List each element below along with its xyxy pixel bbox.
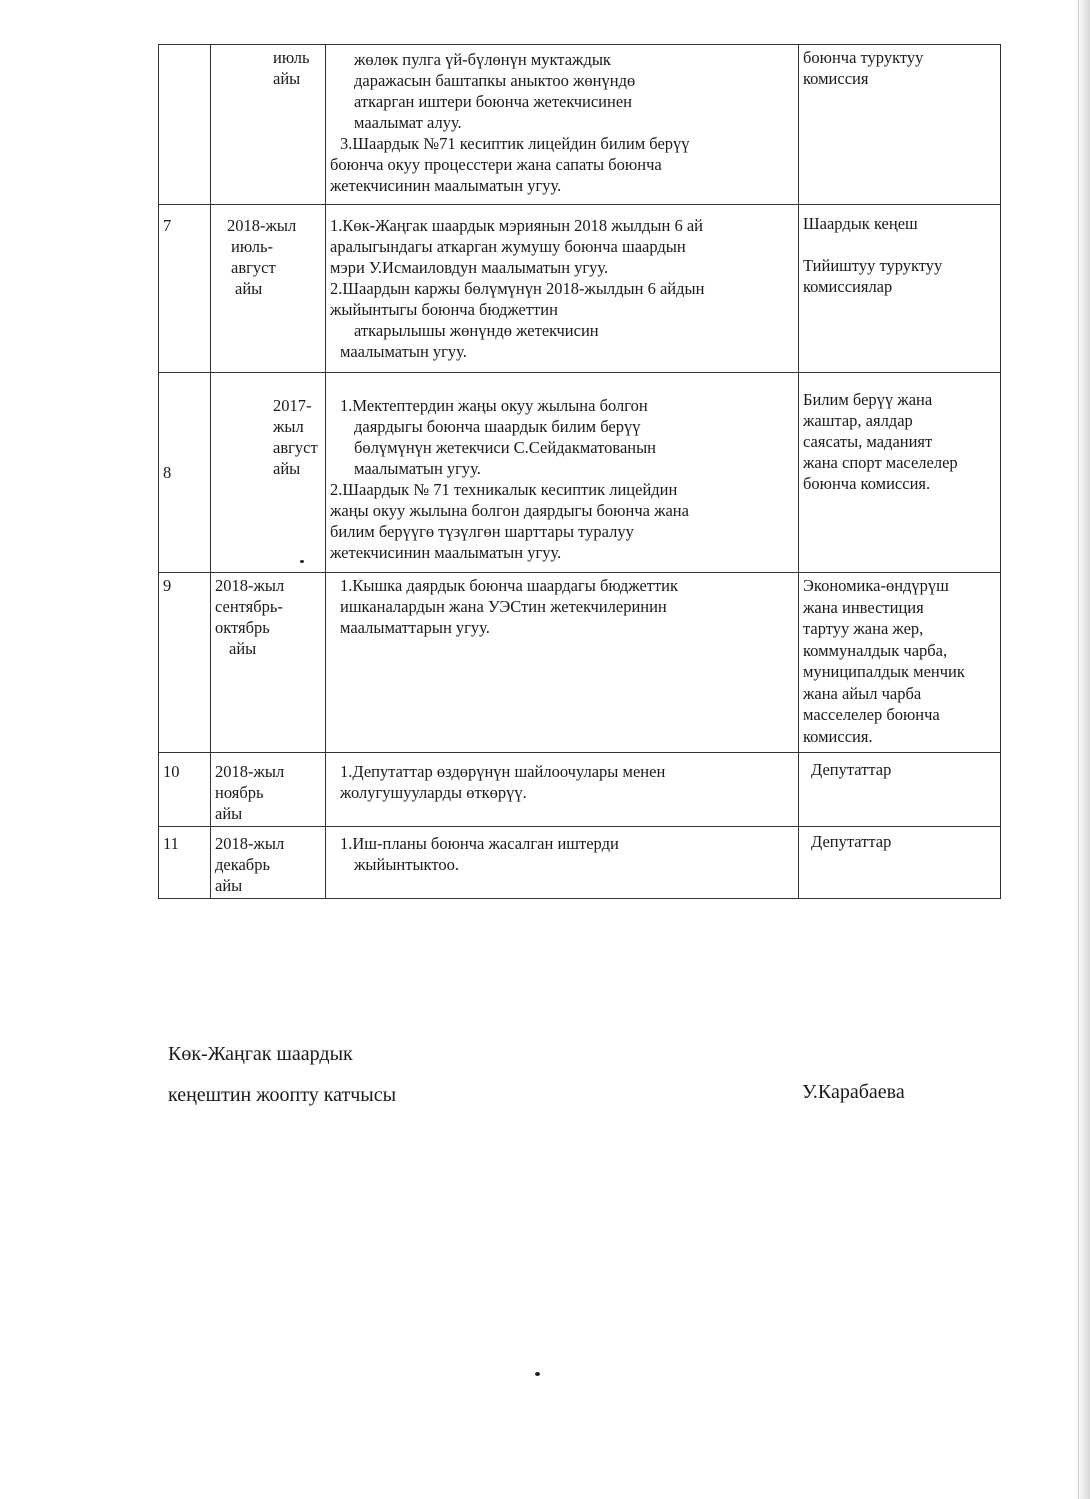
responsible-line: коммуналдык чарба, — [803, 640, 948, 660]
row-date — [211, 573, 326, 753]
row-responsible — [799, 827, 1001, 899]
responsible-line: жана айыл чарба — [803, 683, 922, 703]
date-line: айы — [229, 639, 257, 658]
row-number: 8 — [159, 373, 211, 573]
responsible-line: Билим берүү жана — [803, 390, 933, 409]
table-row — [159, 45, 1001, 205]
responsible-line: тартуу жана жер, — [803, 619, 924, 638]
item-line: жаңы окуу жылына болгон даярдыгы боюнча жана — [330, 501, 689, 520]
item-line: аткарган иштери боюнча жетекчисинен — [354, 92, 632, 111]
scan-speck — [535, 1372, 540, 1376]
item-line: даярдыгы боюнча шаардык билим берүү — [354, 417, 641, 436]
item-line: маалыматын угуу. — [354, 459, 481, 478]
item-line: жыйынтыктоо. — [354, 855, 459, 874]
date-line: декабрь — [215, 855, 270, 874]
row-items — [326, 205, 799, 373]
date-line: август — [273, 438, 318, 457]
row-number: 11 — [159, 827, 211, 899]
item-line: 3.Шаардык №71 кесиптик лицейдин билим берүү — [340, 134, 690, 153]
item-line: билим берүүгө түзүлгөн шарттары туралуу — [330, 522, 634, 541]
date-line: айы — [215, 804, 243, 823]
row-responsible — [799, 373, 1001, 573]
date-line: жыл — [273, 417, 304, 436]
row-date — [211, 373, 326, 573]
row-responsible — [799, 573, 1001, 753]
row-items — [326, 827, 799, 899]
responsible-line: жана спорт маселелер — [803, 453, 958, 472]
responsible-line: муниципалдык менчик — [803, 662, 965, 681]
row-items — [326, 753, 799, 827]
signatory-name: У.Карабаева — [802, 1081, 905, 1103]
table-row — [159, 573, 1001, 753]
responsible-line: комиссия — [803, 69, 869, 88]
responsible-line: жана инвестиция — [803, 597, 924, 617]
item-line: 2.Шаардын каржы бөлүмүнүн 2018-жылдын 6 айдын — [330, 279, 705, 298]
item-line: маалыматтарын угуу. — [340, 618, 490, 637]
row-date — [211, 45, 326, 205]
row-items — [326, 373, 799, 573]
row-date — [211, 753, 326, 827]
table-row — [159, 827, 1001, 899]
responsible-line: комиссиялар — [803, 277, 893, 296]
row-number: 7 — [159, 205, 211, 373]
item-line: жөлөк пулга үй-бүлөнүн муктаждык — [354, 50, 611, 69]
item-line: 2.Шаардык № 71 техникалык кесиптик лицейдин — [330, 480, 678, 499]
item-line: даражасын баштапкы аныктоо жөнүндө — [354, 71, 636, 90]
signature-line-2: кеңештин жоопту катчысы — [168, 1084, 397, 1106]
date-line: 2018-жыл — [215, 762, 285, 781]
responsible-line: саясаты, маданият — [803, 432, 933, 451]
responsible-line: масселелер боюнча — [803, 705, 940, 724]
date-line: 2018-жыл — [215, 576, 285, 595]
responsible-line: боюнча туруктуу — [803, 48, 924, 67]
date-line: август — [231, 258, 276, 277]
scan-edge — [1076, 0, 1090, 1499]
item-line: мэри У.Исмаиловдун маалыматын угуу. — [330, 258, 609, 277]
item-line: аткарылышы жөнүндө жетекчисин — [354, 321, 599, 340]
date-line: айы — [273, 459, 301, 478]
responsible-line: Депутаттар — [811, 832, 892, 851]
row-date — [211, 205, 326, 373]
item-line: 1.Мектептердин жаңы окуу жылына болгон — [340, 396, 648, 415]
item-line: жыйынтыгы боюнча бюджеттин — [330, 300, 558, 319]
item-line: маалыматын угуу. — [340, 342, 467, 361]
item-line: жолугушууларды өткөрүү. — [340, 783, 527, 802]
date-line: сентябрь- — [215, 597, 283, 616]
row-number: 10 — [159, 753, 211, 827]
scan-speck — [300, 560, 304, 563]
item-line: жетекчисинин маалыматын угуу. — [330, 176, 562, 195]
date-line: 2018-жыл — [227, 216, 297, 235]
row-responsible — [799, 45, 1001, 205]
item-line: маалымат алуу. — [354, 113, 462, 132]
date-line: июль — [273, 48, 310, 67]
date-line: июль- — [231, 237, 273, 256]
responsible-line: Тийиштуу туруктуу — [803, 256, 943, 275]
row-number: 9 — [159, 573, 211, 753]
date-line: айы — [215, 876, 243, 895]
work-plan-table — [158, 44, 1001, 899]
table-row — [159, 205, 1001, 373]
date-line: октябрь — [215, 618, 270, 637]
responsible-line — [803, 234, 996, 255]
item-line: 1.Кышка даярдык боюнча шаардагы бюджеттик — [340, 576, 679, 595]
item-line: жетекчисинин маалыматын угуу. — [330, 543, 562, 562]
row-responsible — [799, 205, 1001, 373]
row-responsible — [799, 753, 1001, 827]
responsible-line: Экономика-өндүрүш — [803, 576, 949, 595]
row-items — [326, 573, 799, 753]
item-line: ишканалардын жана УЭСтин жетекчилеринин — [340, 597, 667, 616]
responsible-line: боюнча комиссия. — [803, 474, 931, 493]
date-line: 2017- — [273, 396, 312, 415]
responsible-line: комиссия. — [803, 726, 873, 746]
table-row — [159, 373, 1001, 573]
item-line: 1.Көк-Жаңгак шаардык мэриянын 2018 жылдын 6 ай — [330, 216, 703, 235]
item-line: 1.Депутаттар өздөрүнүн шайлоочулары менен — [340, 762, 666, 781]
date-line: айы — [235, 279, 263, 298]
responsible-line: Шаардык кеңеш — [803, 214, 918, 233]
item-line: 1.Иш-планы боюнча жасалган иштерди — [340, 834, 619, 853]
item-line: бөлүмүнүн жетекчиси С.Сейдакматованын — [354, 438, 657, 457]
row-number — [159, 45, 211, 205]
row-items — [326, 45, 799, 205]
responsible-line: Депутаттар — [811, 760, 892, 779]
responsible-line: жаштар, аялдар — [803, 411, 913, 430]
signature-line-1: Көк-Жаңгак шаардык — [168, 1043, 353, 1065]
row-date — [211, 827, 326, 899]
item-line: боюнча окуу процесстери жана сапаты боюнча — [330, 155, 662, 174]
table-row — [159, 753, 1001, 827]
date-line: айы — [273, 69, 301, 88]
date-line: 2018-жыл — [215, 834, 285, 853]
item-line: аралыгындагы аткарган жумушу боюнча шаардын — [330, 237, 686, 256]
date-line: ноябрь — [215, 783, 264, 802]
